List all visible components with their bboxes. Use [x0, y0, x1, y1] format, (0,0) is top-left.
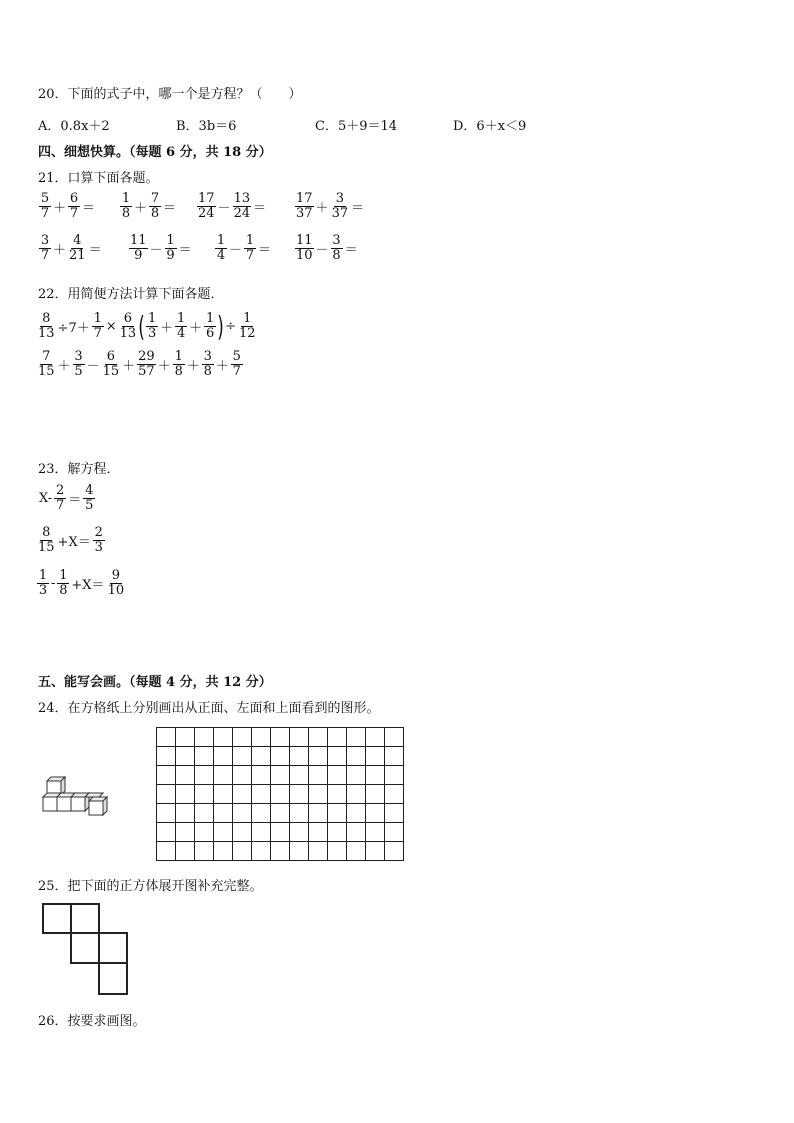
grid-cell[interactable]	[233, 823, 252, 842]
cube-stack-figure	[40, 776, 120, 818]
fraction: $\frac{2}{3}$	[94, 525, 103, 555]
fraction: $\frac{5}{7}$	[232, 349, 241, 379]
q26-stem: 26．按要求画图。	[38, 1014, 146, 1029]
q20-option-b: B．3b＝6	[176, 119, 237, 134]
grid-cell[interactable]	[290, 747, 309, 766]
right-paren: )	[217, 310, 224, 343]
q22-stem: 22．用简便方法计算下面各题．	[38, 287, 224, 302]
fraction: $\frac{7}{8}$	[150, 191, 160, 221]
grid-cell[interactable]	[385, 842, 404, 861]
fraction: $\frac{3}{8}$	[203, 349, 212, 379]
grid-cell[interactable]	[214, 728, 233, 747]
grid-cell[interactable]	[157, 785, 176, 804]
grid-cell[interactable]	[347, 766, 366, 785]
fraction: $\frac{4}{21}$	[69, 233, 86, 263]
fraction: $\frac{29}{57}$	[138, 349, 155, 379]
grid-cell[interactable]	[252, 766, 271, 785]
grid-cell[interactable]	[271, 747, 290, 766]
grid-cell[interactable]	[233, 747, 252, 766]
q20-option-d: D．6＋x＜9	[453, 119, 527, 134]
q20-option-c: C．5＋9＝14	[315, 119, 398, 134]
q23-equation-3: $\frac{1}{3}$ - $\frac{1}{8}$ +X＝ $\frac{9}{10}$	[38, 568, 125, 598]
fraction: $\frac{13}{24}$	[233, 191, 251, 221]
section4-title: 四、细想快算。（每题 6 分，共 18 分）	[38, 145, 272, 160]
q21-row2-item: $\frac{11}{9}$ － $\frac{1}{9}$ ＝	[130, 233, 192, 263]
grid-cell[interactable]	[214, 804, 233, 823]
fraction: $\frac{1}{9}$	[166, 233, 175, 263]
fraction: $\frac{6}{15}$	[102, 349, 120, 379]
grid-cell[interactable]	[366, 785, 385, 804]
grid-cell[interactable]	[176, 823, 195, 842]
q22-expression-2: $\frac{7}{15}$ ＋ $\frac{3}{5}$ － $\frac{6}{15}$ ＋ $\frac{29}{57}$ ＋ $\frac{1}{8}$ ＋ $\frac{3}{8}$ ＋ $\frac{5}{7}$	[38, 349, 241, 379]
grid-cell[interactable]	[347, 785, 366, 804]
grid-cell[interactable]	[252, 842, 271, 861]
fraction: $\frac{11}{9}$	[130, 233, 147, 263]
grid-cell[interactable]	[309, 823, 328, 842]
fraction: $\frac{1}{12}$	[238, 311, 256, 341]
grid-cell[interactable]	[195, 728, 214, 747]
fraction: $\frac{1}{8}$	[121, 191, 131, 221]
left-paren: (	[138, 310, 145, 343]
grid-cell[interactable]	[214, 766, 233, 785]
fraction: $\frac{1}{8}$	[174, 349, 183, 379]
grid-cell[interactable]	[157, 747, 176, 766]
fraction: $\frac{1}{3}$	[147, 311, 157, 341]
grid-cell[interactable]	[328, 747, 347, 766]
grid-cell[interactable]	[214, 785, 233, 804]
grid-cell[interactable]	[157, 728, 176, 747]
fraction: $\frac{1}{7}$	[93, 311, 102, 341]
fraction: $\frac{4}{5}$	[85, 483, 94, 513]
section5-title: 五、能写会画。（每题 4 分，共 12 分）	[38, 675, 272, 690]
grid-cell[interactable]	[252, 747, 271, 766]
fraction: $\frac{1}{8}$	[59, 568, 68, 598]
grid-cell[interactable]	[366, 823, 385, 842]
q21-row2-item: $\frac{1}{4}$ － $\frac{1}{7}$ ＝	[216, 233, 272, 263]
q20-stem: 20．下面的式子中，哪一个是方程？（ ）	[38, 87, 302, 102]
q21-row2-item: $\frac{11}{10}$ － $\frac{3}{8}$ ＝	[296, 233, 358, 263]
grid-cell[interactable]	[176, 747, 195, 766]
q23-equation-2: $\frac{8}{15}$ +X＝ $\frac{2}{3}$	[38, 525, 103, 555]
grid-cell[interactable]	[176, 728, 195, 747]
grid-cell[interactable]	[214, 747, 233, 766]
grid-cell[interactable]	[271, 804, 290, 823]
grid-cell[interactable]	[157, 804, 176, 823]
q24-grid-paper[interactable]	[156, 727, 404, 861]
q21-stem: 21．口算下面各题。	[38, 171, 159, 186]
q22-expression-1: $\frac{8}{13}$ ÷7＋ $\frac{1}{7}$ × $\frac{6}{13}$ ( $\frac{1}{3}$ ＋ $\frac{1}{4}$ ＋ $\frac{1}{6}$ ) ÷ $\frac{1}{12}$	[38, 310, 256, 343]
grid-cell[interactable]	[366, 766, 385, 785]
grid-cell[interactable]	[157, 766, 176, 785]
grid-cell[interactable]	[309, 747, 328, 766]
grid-cell[interactable]	[195, 785, 214, 804]
grid-cell[interactable]	[328, 823, 347, 842]
grid-cell[interactable]	[385, 747, 404, 766]
grid-cell[interactable]	[347, 804, 366, 823]
grid-cell[interactable]	[195, 766, 214, 785]
fraction: $\frac{17}{24}$	[198, 191, 215, 221]
grid-cell[interactable]	[347, 728, 366, 747]
grid-cell[interactable]	[271, 785, 290, 804]
fraction: $\frac{8}{15}$	[38, 525, 55, 555]
fraction: $\frac{1}{4}$	[176, 311, 186, 341]
grid-cell[interactable]	[366, 804, 385, 823]
grid-cell[interactable]	[252, 823, 271, 842]
grid-cell[interactable]	[290, 804, 309, 823]
grid-cell[interactable]	[271, 842, 290, 861]
grid-cell[interactable]	[290, 728, 309, 747]
grid-cell[interactable]	[271, 728, 290, 747]
grid-cell[interactable]	[385, 785, 404, 804]
grid-cell[interactable]	[214, 823, 233, 842]
grid-cell[interactable]	[290, 823, 309, 842]
fraction: $\frac{1}{6}$	[206, 311, 215, 341]
grid-cell[interactable]	[233, 842, 252, 861]
grid-cell[interactable]	[290, 842, 309, 861]
grid-cell[interactable]	[309, 728, 328, 747]
q25-stem: 25．把下面的正方体展开图补充完整。	[38, 879, 263, 894]
grid-cell[interactable]	[252, 785, 271, 804]
grid-cell[interactable]	[176, 842, 195, 861]
q21-row1-item: $\frac{1}{8}$ ＋ $\frac{7}{8}$ ＝	[121, 191, 177, 221]
grid-cell[interactable]	[195, 842, 214, 861]
grid-cell[interactable]	[290, 766, 309, 785]
grid-cell[interactable]	[328, 766, 347, 785]
grid-cell[interactable]	[233, 785, 252, 804]
grid-cell[interactable]	[195, 747, 214, 766]
fraction: $\frac{3}{37}$	[331, 191, 349, 221]
grid-cell[interactable]	[347, 823, 366, 842]
fraction: $\frac{7}{15}$	[38, 349, 55, 379]
q23-equation-1: X- $\frac{2}{7}$ ＝ $\frac{4}{5}$	[39, 483, 94, 513]
grid-cell[interactable]	[176, 804, 195, 823]
grid-cell[interactable]	[233, 804, 252, 823]
grid-cell[interactable]	[385, 728, 404, 747]
fraction: $\frac{3}{8}$	[332, 233, 341, 263]
grid-cell[interactable]	[366, 842, 385, 861]
grid-cell[interactable]	[385, 823, 404, 842]
grid-cell[interactable]	[309, 766, 328, 785]
grid-cell[interactable]	[366, 747, 385, 766]
grid-cell[interactable]	[309, 785, 328, 804]
fraction: $\frac{5}{7}$	[40, 191, 50, 221]
grid-cell[interactable]	[233, 728, 252, 747]
fraction: $\frac{17}{37}$	[296, 191, 313, 221]
q23-stem: 23．解方程．	[38, 462, 120, 477]
fraction: $\frac{8}{13}$	[38, 311, 55, 341]
grid-cell[interactable]	[385, 804, 404, 823]
grid-cell[interactable]	[366, 728, 385, 747]
q21-row1-item: $\frac{5}{7}$ ＋ $\frac{6}{7}$ ＝	[40, 191, 96, 221]
grid-cell[interactable]	[328, 842, 347, 861]
fraction: $\frac{1}{3}$	[38, 568, 48, 598]
grid-cell[interactable]	[157, 823, 176, 842]
fraction: $\frac{3}{7}$	[40, 233, 50, 263]
grid-cell[interactable]	[328, 785, 347, 804]
grid-cell[interactable]	[309, 804, 328, 823]
grid-cell[interactable]	[157, 842, 176, 861]
grid-cell[interactable]	[309, 842, 328, 861]
grid-cell[interactable]	[271, 766, 290, 785]
grid-cell[interactable]	[176, 766, 195, 785]
grid-cell[interactable]	[385, 766, 404, 785]
grid-cell[interactable]	[252, 804, 271, 823]
q21-row2-item: $\frac{3}{7}$ ＋ $\frac{4}{21}$ ＝	[40, 233, 102, 263]
grid-cell[interactable]	[214, 842, 233, 861]
cube-net-figure	[42, 903, 132, 997]
grid-cell[interactable]	[328, 728, 347, 747]
grid-cell[interactable]	[176, 785, 195, 804]
grid-cell[interactable]	[271, 823, 290, 842]
q20-option-a: A．0.8x＋2	[38, 119, 110, 134]
grid-cell[interactable]	[252, 728, 271, 747]
fraction: $\frac{6}{13}$	[119, 311, 137, 341]
fraction: $\frac{3}{5}$	[74, 349, 83, 379]
grid-cell[interactable]	[328, 804, 347, 823]
q21-row1-item: $\frac{17}{37}$ ＋ $\frac{3}{37}$ ＝	[296, 191, 365, 221]
grid-cell[interactable]	[233, 766, 252, 785]
grid-cell[interactable]	[195, 804, 214, 823]
q21-row1-item: $\frac{17}{24}$ － $\frac{13}{24}$ ＝	[198, 191, 267, 221]
grid-cell[interactable]	[195, 823, 214, 842]
fraction: $\frac{6}{7}$	[69, 191, 79, 221]
grid-cell[interactable]	[290, 785, 309, 804]
fraction: $\frac{9}{10}$	[107, 568, 125, 598]
fraction: $\frac{11}{10}$	[296, 233, 313, 263]
grid-cell[interactable]	[347, 842, 366, 861]
fraction: $\frac{1}{4}$	[216, 233, 226, 263]
fraction: $\frac{2}{7}$	[56, 483, 65, 513]
q24-stem: 24．在方格纸上分别画出从正面、左面和上面看到的图形。	[38, 701, 380, 716]
grid-cell[interactable]	[347, 747, 366, 766]
fraction: $\frac{1}{7}$	[245, 233, 255, 263]
